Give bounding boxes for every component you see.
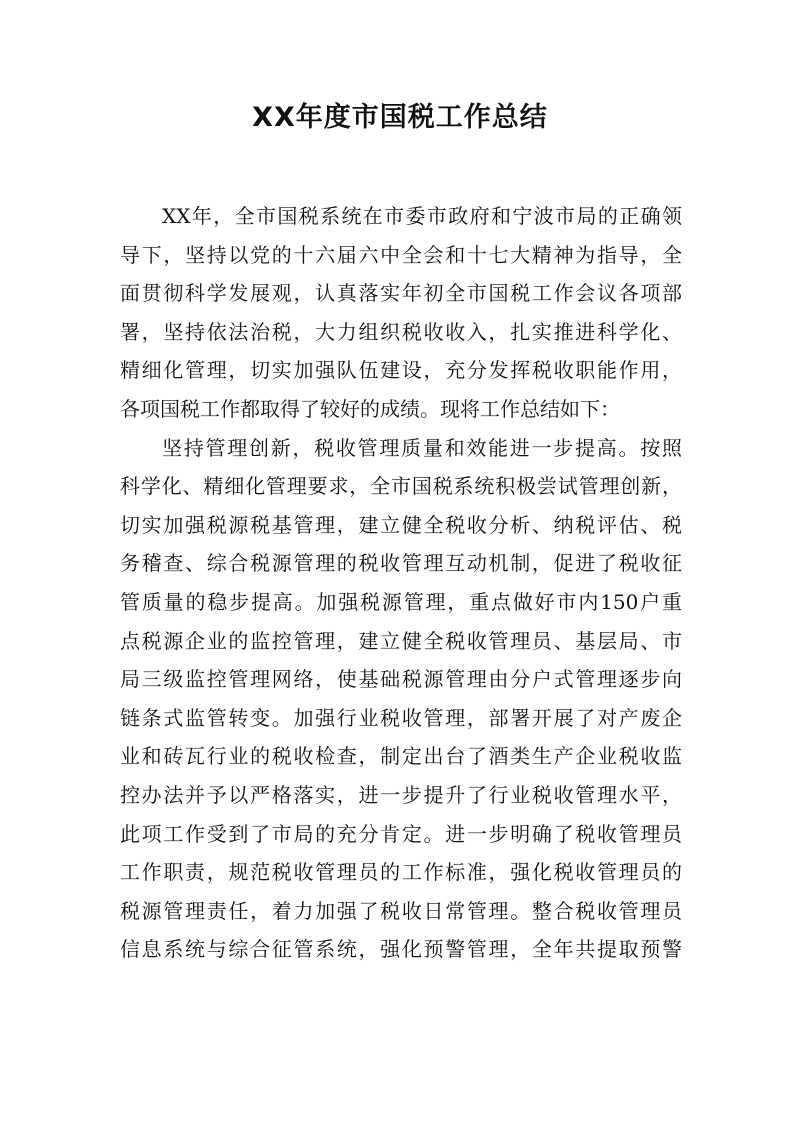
document-body [120,197,682,969]
text-line: 面贯彻科学发展观，认真落实年初全市国税工作会议各项部 [120,281,682,306]
paragraph-2 [120,429,682,969]
text-line: 税源管理责任，着力加强了税收日常管理。整合税收管理员 [120,898,682,923]
text-line: 管质量的稳步提高。加强税源管理，重点做好市内150户重 [120,589,682,614]
text-line: 各项国税工作都取得了较好的成绩。现将工作总结如下： [120,396,620,421]
text-line: 切实加强税源税基管理，建立健全税收分析、纳税评估、税 [120,512,682,537]
text-line: 科学化、精细化管理要求，全市国税系统积极尝试管理创新， [120,474,682,499]
text-line: 坚持管理创新，税收管理质量和效能进一步提高。按照 [162,435,682,460]
text-line: 精细化管理，切实加强队伍建设，充分发挥税收职能作用， [120,358,682,383]
text-line: 工作职责，规范税收管理员的工作标准，强化税收管理员的 [120,860,682,885]
text-line: 控办法并予以严格落实，进一步提升了行业税收管理水平， [120,782,682,807]
text-line: 署，坚持依法治税，大力组织税收收入，扎实推进科学化、 [120,319,682,344]
paragraph-1 [120,197,682,429]
text-line: 此项工作受到了市局的充分肯定。进一步明确了税收管理员 [120,821,682,846]
document-title: XX年度市国税工作总结 [252,102,548,133]
text-line: 链条式监管转变。加强行业税收管理，部署开展了对产废企 [120,705,682,730]
text-line: 信息系统与综合征管系统，强化预警管理，全年共提取预警 [120,937,682,962]
text-line: XX年，全市国税系统在市委市政府和宁波市局的正确领 [162,204,682,228]
text-line: 务稽查、综合税源管理的税收管理互动机制，促进了税收征 [120,551,682,576]
text-line: 点税源企业的监控管理，建立健全税收管理员、基层局、市 [120,628,682,653]
text-line: 业和砖瓦行业的税收检查，制定出台了酒类生产企业税收监 [120,744,682,769]
text-line: 导下，坚持以党的十六届六中全会和十七大精神为指导，全 [120,242,682,267]
text-line: 局三级监控管理网络，使基础税源管理由分户式管理逐步向 [120,667,682,692]
